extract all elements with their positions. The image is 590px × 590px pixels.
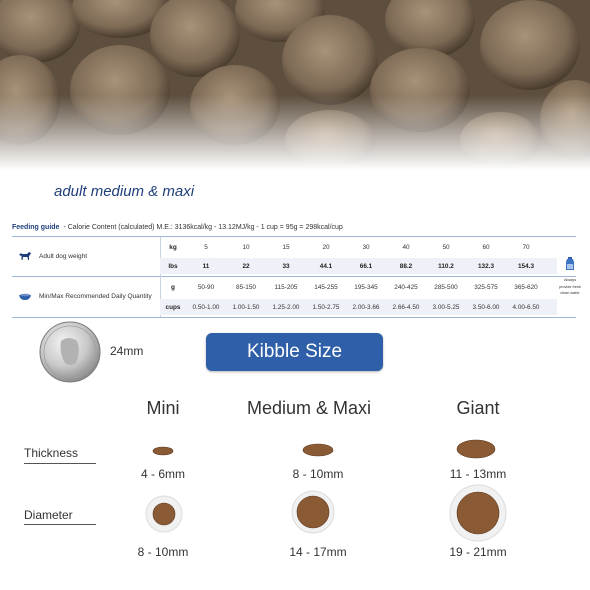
table-top-rule — [12, 236, 576, 237]
feeding-guide-title: Feeding guide — [12, 224, 60, 231]
table-cell: 50-90 — [197, 283, 215, 291]
table-bottom-rule — [12, 317, 576, 318]
dog-icon — [18, 251, 32, 261]
kibble-photo-banner — [0, 0, 590, 170]
table-cell: 15 — [282, 243, 290, 251]
table-cell: 1.50-2.75 — [312, 303, 340, 311]
unit-label: g — [171, 283, 175, 291]
table-cell: 285-500 — [434, 283, 458, 291]
medium-maxi-thickness-value: 8 - 10mm — [292, 467, 344, 481]
calorie-content-text: - Calorie Content (calculated) M.E.: 3136kcal/kg - 13.12MJ/kg - 1 cup = 95g = 298kcal/cup — [63, 224, 343, 231]
table-cell: 115-205 — [274, 283, 298, 291]
mini-kibble-top — [145, 495, 183, 533]
table-cell: 2.00-3.66 — [352, 303, 380, 311]
product-subtitle: adult medium & maxi — [54, 183, 195, 200]
table-cell: 3.00-5.25 — [432, 303, 460, 311]
table-cell: 88.2 — [399, 262, 413, 270]
thickness-underline — [24, 463, 96, 464]
category-mini: Mini — [146, 398, 180, 418]
mini-kibble-side — [152, 446, 174, 456]
table-cell: 5 — [204, 243, 208, 251]
table-cell: 145-255 — [314, 283, 338, 291]
giant-kibble-top — [449, 484, 507, 542]
table-cell: 3.50-6.00 — [472, 303, 500, 311]
coin-reference-image — [39, 321, 101, 383]
table-cell: 11 — [202, 262, 210, 270]
coin-size-label: 24mm — [110, 344, 144, 358]
table-cell: 2.66-4.50 — [392, 303, 420, 311]
table-row-cups — [160, 299, 560, 315]
table-cell: 50 — [442, 243, 450, 251]
adult-dog-weight-label-cell — [12, 248, 160, 264]
table-cell: 40 — [402, 243, 410, 251]
table-cell: 4.00-6.50 — [512, 303, 540, 311]
table-cell: 44.1 — [319, 262, 333, 270]
table-cell: 20 — [322, 243, 330, 251]
giant-kibble-side — [456, 439, 496, 459]
table-middle-rule — [12, 276, 576, 277]
table-cell: 325-575 — [474, 283, 498, 291]
category-medium-maxi: Medium & Maxi — [246, 398, 372, 418]
table-cell: 0.50-1.00 — [192, 303, 220, 311]
daily-quantity-label-cell — [12, 288, 160, 304]
table-row-grams — [160, 279, 560, 295]
table-cell: 85-150 — [236, 283, 256, 291]
table-cell: 132.3 — [478, 262, 494, 270]
table-cell: 60 — [482, 243, 490, 251]
feeding-guide-heading — [12, 224, 343, 231]
adult-dog-weight-label: Adult dog weight — [39, 252, 88, 260]
table-cell: 66.1 — [359, 262, 373, 270]
table-cell: 10 — [242, 243, 250, 251]
medium-maxi-kibble-side — [302, 443, 334, 457]
water-bottle-icon — [564, 258, 576, 275]
table-cell: 33 — [282, 262, 290, 270]
kibble-size-badge: Kibble Size — [206, 333, 383, 371]
category-giant: Giant — [456, 398, 500, 418]
medium-maxi-diameter-value: 14 - 17mm — [289, 545, 347, 559]
giant-thickness-value: 11 - 13mm — [449, 467, 507, 481]
thickness-label: Thickness — [24, 446, 79, 460]
mini-diameter-value: 8 - 10mm — [137, 545, 189, 559]
water-note-line: clean water — [560, 291, 580, 296]
diameter-label: Diameter — [24, 508, 73, 522]
table-cell: 240-425 — [394, 283, 418, 291]
mini-thickness-value: 4 - 6mm — [140, 467, 185, 481]
unit-label: kg — [169, 243, 177, 251]
unit-label: lbs — [168, 262, 178, 270]
table-cell: 22 — [242, 262, 250, 270]
food-bowl-icon — [18, 291, 32, 301]
table-cell: 70 — [522, 243, 530, 251]
water-note-line: provide fresh — [559, 284, 581, 289]
water-note — [558, 257, 582, 296]
daily-quantity-label: Min/Max Recommended Daily Quantity — [39, 292, 152, 300]
giant-diameter-value: 19 - 21mm — [449, 545, 507, 559]
table-cell: 30 — [362, 243, 370, 251]
table-cell: 154.3 — [518, 262, 534, 270]
table-row-lbs — [160, 258, 560, 274]
table-cell: 1.00-1.50 — [232, 303, 260, 311]
medium-maxi-kibble-top — [291, 490, 335, 534]
unit-label: cups — [165, 303, 181, 311]
table-row-kg — [160, 239, 560, 255]
table-cell: 195-345 — [354, 283, 378, 291]
water-note-line: Always — [563, 278, 577, 282]
diameter-underline — [24, 524, 96, 525]
table-cell: 1.25-2.00 — [272, 303, 300, 311]
table-cell: 365-620 — [514, 283, 538, 291]
table-cell: 110.2 — [438, 262, 454, 270]
